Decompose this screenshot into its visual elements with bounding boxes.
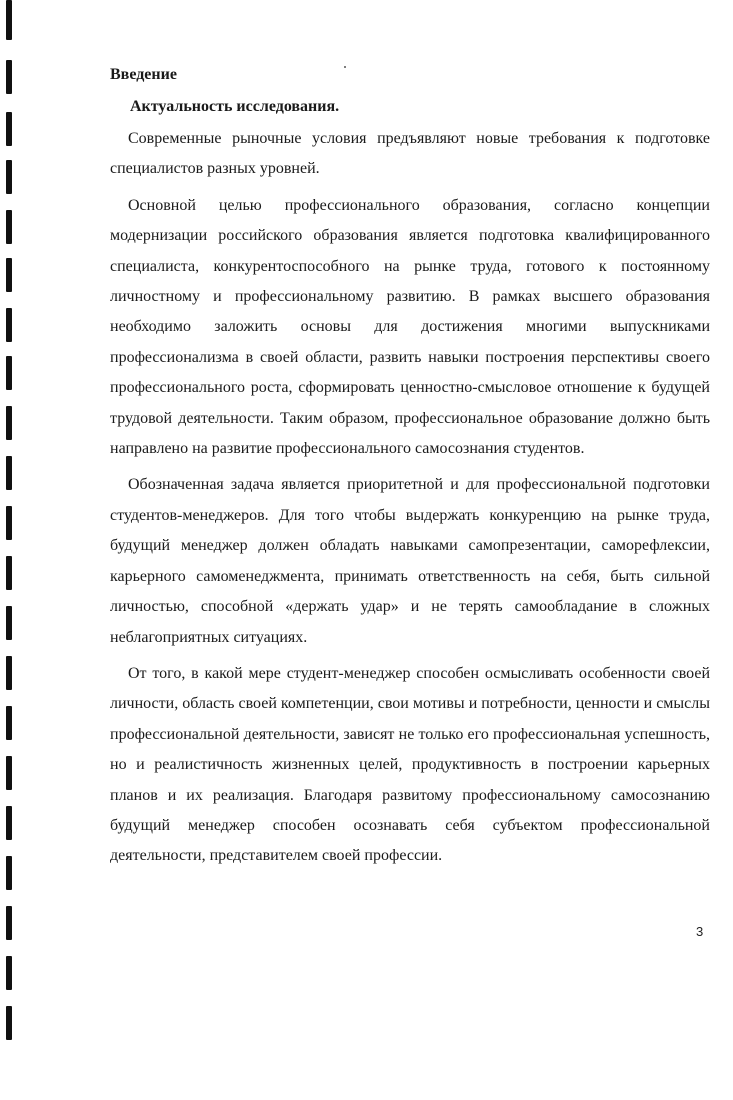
paragraph: Основной целью профессионального образования, согласно концепции модернизации российского образования является подготовка квалифицированного специалиста, конкурентоспособного на рынке труда, готового к постоянному личностному и профессиональному развитию. В рамках высшего образования необходимо заложить основы для достижения многими выпускниками профессионализма в своей области, развить навыки построения перспективы своего профессионального роста, сформировать ценностно-смысловое отношение к будущей трудовой деятельности. Таким образом, профессиональное образование должно быть направлено на развитие профессионального самосознания студентов. [110,196,710,458]
binding-mark [6,456,12,490]
paragraph: От того, в какой мере студент-менеджер способен осмысливать особенности своей личности, область своей компетенции, свои мотивы и потребности, ценности и смыслы профессиональной деятельности, зависят не только его профессиональная успешность, но и реалистичность жизненных целей, продуктивность в построении карьерных планов и их реализация. Благодаря развитому профессиональному самосознанию будущий менеджер способен осознавать себя субъектом профессиональной деятельности, представителем своей профессии. [110,664,710,865]
binding-mark [6,112,12,146]
binding-mark [6,506,12,540]
binding-mark [6,556,12,590]
binding-mark [6,356,12,390]
binding-edge [3,0,17,1100]
binding-mark [6,606,12,640]
binding-mark [6,406,12,440]
section-subheading: Актуальность исследования. [130,98,340,115]
binding-mark [6,60,12,94]
paragraph: Современные рыночные условия предъявляют новые требования к подготовке специалистов разных уровней. [110,130,710,178]
section-heading: Введение [110,66,177,83]
binding-mark [6,856,12,890]
page-number: 3 [696,924,704,939]
binding-mark [6,956,12,990]
binding-mark [6,756,12,790]
paragraph: Обозначенная задача является приоритетной и для профессиональной подготовки студентов-менеджеров. Для того чтобы выдержать конкуренцию на рынке труда, будущий менеджер должен обладать навыками самопрезентации, саморефлексии, карьерного самоменеджмента, принимать ответственность на себя, быть сильной личностью, способной «держать удар» и не терять самообладание в сложных неблагоприятных ситуациях. [110,476,710,646]
binding-mark [6,160,12,194]
document-body [110,62,710,872]
binding-mark [6,806,12,840]
binding-mark [6,258,12,292]
binding-mark [6,656,12,690]
binding-mark [6,308,12,342]
binding-mark [6,906,12,940]
binding-mark [6,0,12,40]
binding-mark [6,706,12,740]
binding-mark [6,1006,12,1040]
binding-mark [6,210,12,244]
